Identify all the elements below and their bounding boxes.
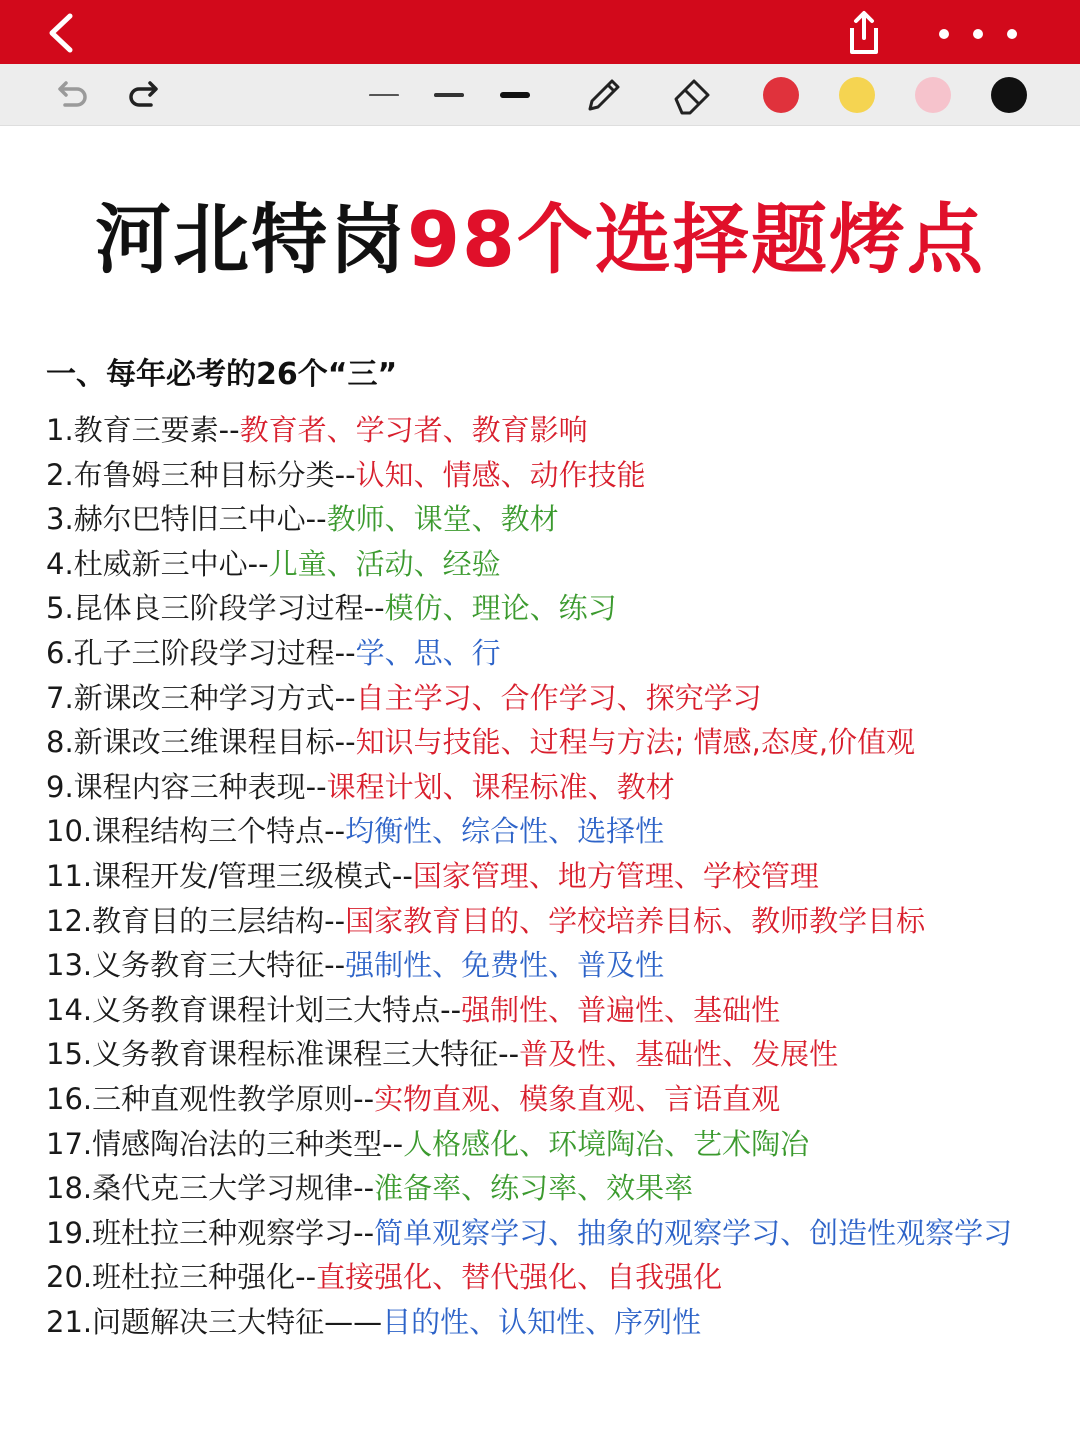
item-question: 11.课程开发/管理三级模式-- [46, 858, 413, 893]
item-answer: 强制性、普遍性、基础性 [461, 992, 781, 1027]
section-heading: 一、每年必考的26个“三” [46, 357, 398, 392]
thin-stroke-icon[interactable] [362, 70, 406, 120]
item-answer: 直接强化、替代强化、自我强化 [316, 1260, 723, 1295]
item-answer: 普及性、基础性、发展性 [519, 1037, 839, 1072]
list-item [46, 631, 1046, 676]
list-item [46, 765, 1046, 810]
undo-icon[interactable] [44, 70, 94, 120]
list-item [46, 1211, 1046, 1256]
item-question: 1.教育三要素-- [46, 413, 240, 447]
list-item [46, 497, 1046, 542]
list-item [46, 943, 1046, 988]
item-question: 7.新课改三种学习方式-- [46, 680, 356, 715]
item-answer: 教育者、学习者、教育影响 [239, 413, 588, 447]
list-item [46, 809, 1046, 854]
item-answer: 国家管理、地方管理、学校管理 [412, 858, 819, 893]
swatch-dot [839, 77, 875, 113]
item-answer: 自主学习、合作学习、探究学习 [355, 680, 762, 715]
list-item [46, 542, 1046, 587]
item-question: 17.情感陶冶法的三种类型-- [46, 1126, 404, 1161]
item-answer: 均衡性、综合性、选择性 [345, 814, 665, 849]
item-answer: 简单观察学习、抽象的观察学习、创造性观察学习 [374, 1215, 1013, 1250]
item-question: 8.新课改三维课程目标-- [46, 725, 356, 760]
item-question: 9.课程内容三种表现-- [46, 769, 327, 804]
page-title [0, 190, 1080, 290]
title-part-red: 98个选择题烤点 [407, 195, 985, 284]
item-question: 5.昆体良三阶段学习过程-- [46, 591, 385, 626]
list-item [46, 676, 1046, 721]
swatch-dot [763, 77, 799, 113]
item-answer: 儿童、活动、经验 [268, 546, 501, 581]
list-item [46, 720, 1046, 765]
list-item [46, 1255, 1046, 1300]
item-answer: 课程计划、课程标准、教材 [326, 769, 675, 804]
item-question: 10.课程结构三个特点-- [46, 814, 346, 849]
back-arrow-icon[interactable] [36, 10, 88, 56]
list-item [46, 1300, 1046, 1345]
app-bar [0, 0, 1080, 64]
item-answer: 模仿、理论、练习 [384, 591, 617, 626]
more-icon[interactable] [926, 16, 1036, 52]
item-answer: 国家教育目的、学校培养目标、教师教学目标 [345, 903, 926, 938]
color-swatch-black[interactable] [986, 70, 1032, 120]
list-item [46, 1077, 1046, 1122]
list-item [46, 408, 1046, 453]
item-answer: 目的性、认知性、序列性 [382, 1304, 702, 1339]
list-item [46, 854, 1046, 899]
item-question: 20.班杜拉三种强化-- [46, 1260, 317, 1295]
list-item [46, 1032, 1046, 1077]
drawing-toolbar [0, 64, 1080, 126]
pencil-icon[interactable] [576, 70, 632, 120]
swatch-dot [915, 77, 951, 113]
item-answer: 学、思、行 [355, 635, 501, 670]
list-item [46, 988, 1046, 1033]
item-answer: 教师、课堂、教材 [326, 502, 559, 537]
item-answer: 实物直观、模象直观、言语直观 [374, 1081, 781, 1116]
list-item [46, 1166, 1046, 1211]
item-question: 2.布鲁姆三种目标分类-- [46, 457, 356, 492]
item-answer: 知识与技能、过程与方法; 情感,态度,价值观 [355, 725, 916, 760]
item-list [46, 408, 1046, 1344]
item-question: 15.义务教育课程标准课程三大特征-- [46, 1037, 520, 1072]
item-question: 13.义务教育三大特征-- [46, 948, 346, 983]
item-question: 21.问题解决三大特征—— [46, 1304, 383, 1339]
item-question: 6.孔子三阶段学习过程-- [46, 635, 356, 670]
medium-stroke-icon[interactable] [426, 70, 472, 120]
redo-icon[interactable] [122, 70, 172, 120]
item-answer: 认知、情感、动作技能 [355, 457, 646, 492]
list-item [46, 453, 1046, 498]
list-item [46, 899, 1046, 944]
item-answer: 人格感化、环境陶冶、艺术陶冶 [403, 1126, 810, 1161]
list-item [46, 1122, 1046, 1167]
item-question: 16.三种直观性教学原则-- [46, 1081, 375, 1116]
list-item [46, 586, 1046, 631]
item-question: 12.教育目的三层结构-- [46, 903, 346, 938]
item-question: 14.义务教育课程计划三大特点-- [46, 992, 462, 1027]
item-question: 18.桑代克三大学习规律-- [46, 1171, 375, 1206]
item-answer: 淮备率、练习率、效果率 [374, 1171, 694, 1206]
title-part-black: 河北特岗 [95, 195, 408, 284]
item-question: 19.班杜拉三种观察学习-- [46, 1215, 375, 1250]
color-swatch-red[interactable] [758, 70, 804, 120]
item-question: 4.杜威新三中心-- [46, 546, 269, 581]
item-question: 3.赫尔巴特旧三中心-- [46, 502, 327, 537]
thick-stroke-icon[interactable] [492, 70, 538, 120]
share-icon[interactable] [838, 8, 890, 58]
eraser-icon[interactable] [664, 70, 720, 120]
color-swatch-pink[interactable] [910, 70, 956, 120]
item-answer: 强制性、免费性、普及性 [345, 948, 665, 983]
color-swatch-yellow[interactable] [834, 70, 880, 120]
swatch-dot [991, 77, 1027, 113]
